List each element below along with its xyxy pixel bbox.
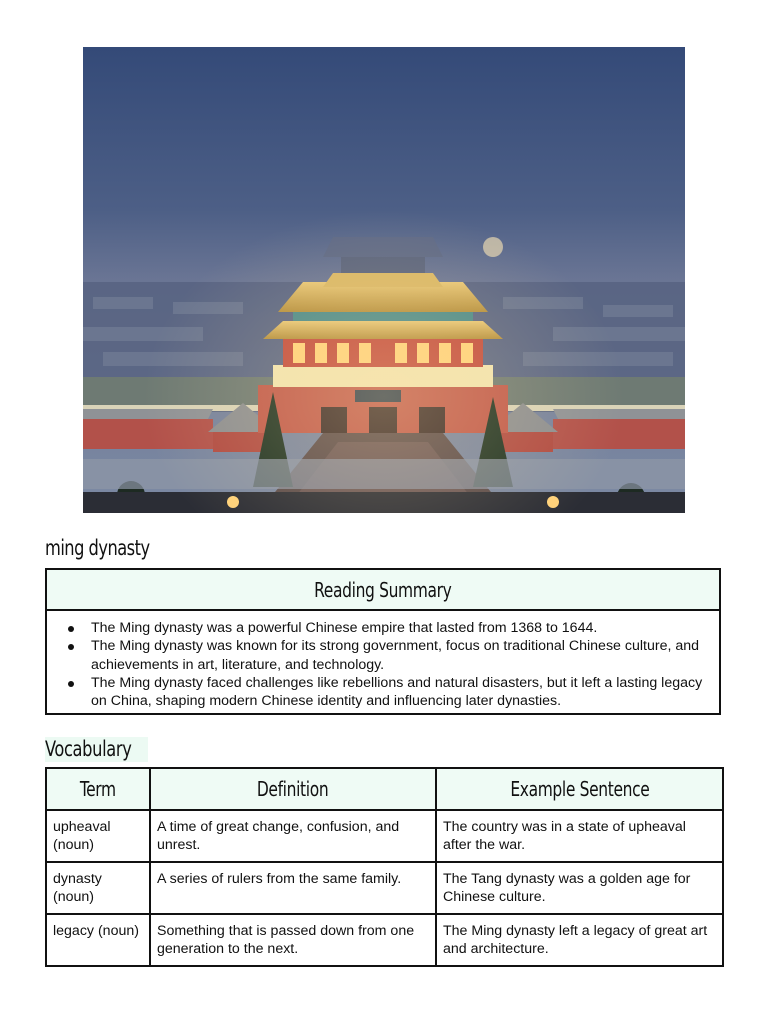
summary-bullet [91, 619, 711, 637]
definition-cell: Something that is passed down from one generation to the next. [150, 914, 436, 966]
vocabulary-label-text: Vocabulary [45, 737, 132, 761]
definition-cell: A series of rulers from the same family. [150, 862, 436, 914]
table-row [46, 862, 723, 914]
example-cell: The Ming dynasty left a legacy of great art and architecture. [436, 914, 723, 966]
table-row [46, 914, 723, 966]
header-term: Term [46, 768, 150, 810]
summary-bullet-text: The Ming dynasty was known for its strong government, focus on traditional Chinese culture, and achievements in art, literature, and technology. [91, 638, 700, 673]
table-row [46, 810, 723, 862]
term-cell: dynasty (noun) [46, 862, 150, 914]
term-cell: upheaval (noun) [46, 810, 150, 862]
example-cell: The country was in a state of upheaval after the war. [436, 810, 723, 862]
summary-bullet [91, 637, 711, 674]
forbidden-city-photo [83, 47, 685, 513]
summary-list [47, 611, 719, 710]
term-cell: legacy (noun) [46, 914, 150, 966]
document-title: ming dynasty [45, 536, 150, 560]
header-example: Example Sentence [436, 768, 723, 810]
summary-bullet-text: The Ming dynasty was a powerful Chinese empire that lasted from 1368 to 1644. [91, 620, 598, 636]
summary-bullet-text: The Ming dynasty faced challenges like rebellions and natural disasters, but it left a lasting legacy on China, shaping modern Chinese identity and influencing later dynasties. [91, 674, 703, 710]
bullet-icon [68, 644, 74, 650]
example-cell: The Tang dynasty was a golden age for Chinese culture. [436, 862, 723, 914]
vocabulary-header-row [46, 768, 723, 810]
reading-summary-box [45, 568, 721, 715]
bullet-icon [68, 681, 74, 687]
bullet-icon [68, 626, 74, 632]
reading-summary-heading: Reading Summary [314, 577, 452, 602]
vocabulary-label [45, 737, 148, 762]
vocabulary-table [45, 767, 724, 967]
definition-cell: A time of great change, confusion, and unrest. [150, 810, 436, 862]
reading-summary-header [47, 570, 719, 611]
header-definition: Definition [150, 768, 436, 810]
summary-bullet [91, 674, 711, 711]
